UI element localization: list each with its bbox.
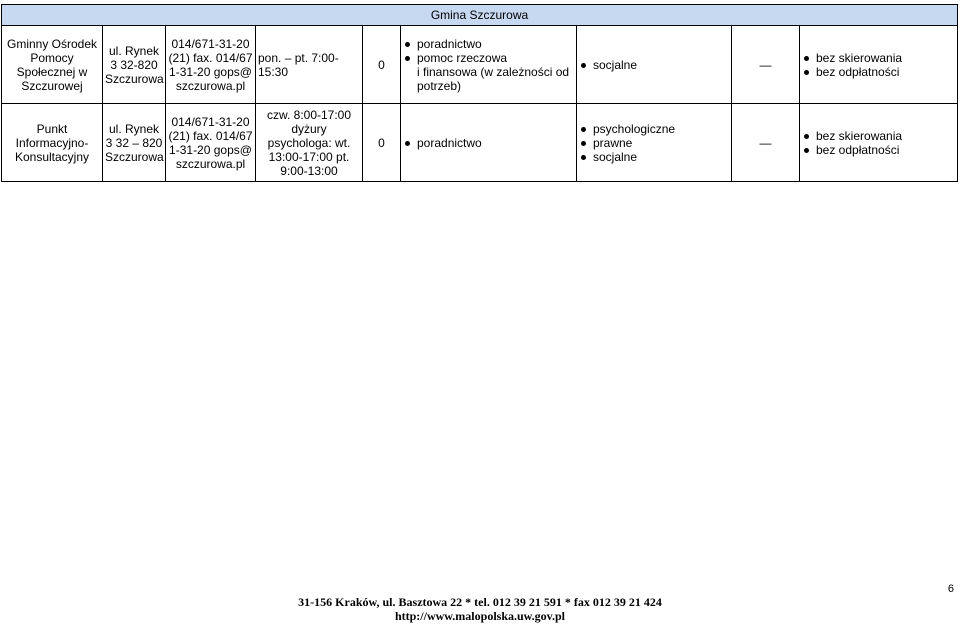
- conditions-cell: [800, 26, 958, 104]
- list-item: i finansowa (w zależności od potrzeb): [417, 64, 570, 93]
- institution-address: ul. Rynek 3 32 – 820 Szczurowa: [103, 104, 166, 182]
- services-cell: [401, 26, 577, 104]
- list-item: bez odpłatności: [802, 143, 955, 157]
- table-row: [2, 26, 958, 104]
- list-item: socjalne: [579, 150, 729, 164]
- list-item: bez skierowania: [802, 51, 955, 65]
- institution-name: Gminny Ośrodek Pomocy Społecznej w Szczurowej: [2, 26, 103, 104]
- list-item: psychologiczne: [579, 122, 729, 136]
- dash-cell: —: [732, 26, 800, 104]
- list-item: socjalne: [579, 58, 729, 72]
- page-number: 6: [947, 583, 954, 595]
- list-item: bez odpłatności: [802, 65, 955, 79]
- opening-hours: pon. – pt. 7:00-15:30: [256, 26, 363, 104]
- institution-name: Punkt Informacyjno-Konsultacyjny: [2, 104, 103, 182]
- footer-url[interactable]: http://www.malopolska.uw.gov.pl: [394, 609, 566, 623]
- count-cell: 0: [363, 104, 401, 182]
- list-item: poradnictwo: [403, 136, 574, 150]
- conditions-cell: [800, 104, 958, 182]
- services-cell: [401, 104, 577, 182]
- table-row: [2, 104, 958, 182]
- table-header: Gmina Szczurowa: [2, 5, 958, 26]
- list-item: poradnictwo: [403, 37, 574, 51]
- institution-contact: 014/671-31-20(21) fax. 014/671-31-20 gops@szczurowa.pl: [166, 26, 256, 104]
- areas-cell: [577, 104, 732, 182]
- list-item: prawne: [579, 136, 729, 150]
- opening-hours: czw. 8:00-17:00 dyżury psychologa: wt. 13:00-17:00 pt. 9:00-13:00: [256, 104, 363, 182]
- list-item: pomoc rzeczowa: [403, 51, 574, 65]
- institutions-table: [1, 4, 958, 182]
- footer-address: 31-156 Kraków, ul. Basztowa 22 * tel. 012 39 21 591 * fax 012 39 21 424: [298, 595, 662, 609]
- dash-cell: —: [732, 104, 800, 182]
- institution-contact: 014/671-31-20(21) fax. 014/671-31-20 gops@szczurowa.pl: [166, 104, 256, 182]
- areas-cell: [577, 26, 732, 104]
- institution-address: ul. Rynek 3 32-820 Szczurowa: [103, 26, 166, 104]
- list-item: bez skierowania: [802, 129, 955, 143]
- count-cell: 0: [363, 26, 401, 104]
